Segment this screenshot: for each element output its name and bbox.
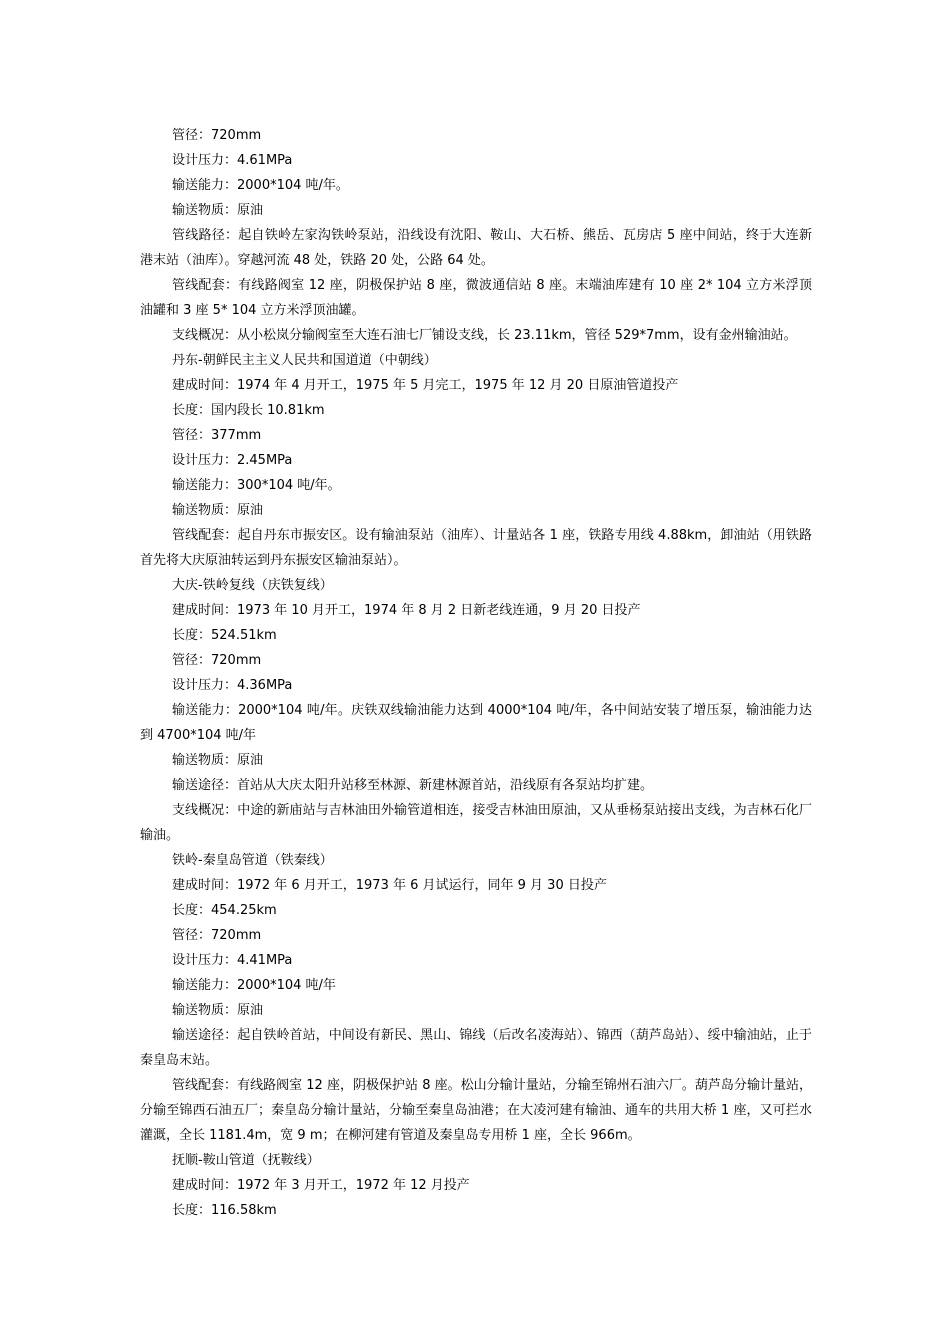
- section-heading: 铁岭-秦皇岛管道（铁秦线）: [172, 853, 333, 868]
- paragraph: 长度：116.58km: [172, 1203, 277, 1218]
- paragraph: 设计压力：4.61MPa: [172, 153, 293, 168]
- paragraph: 建成时间：1972 年 6 月开工，1973 年 6 月试运行，同年 9 月 30 日投产: [172, 878, 607, 893]
- paragraph: 输送能力：2000*104 吨/年: [172, 978, 336, 993]
- paragraph: 管径：720mm: [172, 653, 262, 668]
- section-heading: 丹东-朝鲜民主主义人民共和国道道（中朝线）: [172, 353, 437, 368]
- paragraph: 支线概况：从小松岚分输阀室至大连石油七厂铺设支线，长 23.11km，管径 529*7mm，设有金州输油站。: [172, 328, 797, 343]
- paragraph: 管线配套：有线路阀室 12 座，阴极保护站 8 座，微波通信站 8 座。末端油库建有 10 座 2* 104 立方米浮顶油罐和 3 座 5* 104 立方米浮顶油罐。: [140, 278, 812, 318]
- paragraph: 管线配套：有线路阀室 12 座，阴极保护站 8 座。松山分输计量站，分输至锦州石油六厂。葫芦岛分输计量站，分输至锦西石油五厂；秦皇岛分输计量站，分输至秦皇岛油港；在大凌河建有输油、通车的共用大桥 1 座，又可拦水灌溉，全长 1181.4m，宽 9 m；在柳河建有管道及秦皇岛专用桥 1 座，全长 966m。: [140, 1078, 812, 1143]
- paragraph: 支线概况：中途的新庙站与吉林油田外输管道相连，接受吉林油田原油，又从垂杨泵站接出支线，为吉林石化厂输油。: [140, 803, 812, 843]
- paragraph: 建成时间：1974 年 4 月开工，1975 年 5 月完工，1975 年 12 月 20 日原油管道投产: [172, 378, 679, 393]
- paragraph: 输送物质：原油: [172, 503, 264, 518]
- paragraph: 建成时间：1972 年 3 月开工，1972 年 12 月投产: [172, 1178, 470, 1193]
- paragraph: 管线配套：起自丹东市振安区。设有输油泵站（油库）、计量站各 1 座，铁路专用线 4.88km，卸油站（用铁路首先将大庆原油转运到丹东振安区输油泵站）。: [140, 528, 812, 568]
- paragraph: 建成时间：1973 年 10 月开工，1974 年 8 月 2 日新老线连通，9 月 20 日投产: [172, 603, 641, 618]
- paragraph: 输送能力：2000*104 吨/年。庆铁双线输油能力达到 4000*104 吨/年，各中间站安装了增压泵，输油能力达到 4700*104 吨/年: [140, 703, 812, 743]
- paragraph: 输送途径：起自铁岭首站，中间设有新民、黑山、锦线（后改名凌海站）、锦西（葫芦岛站）、绥中输油站，止于秦皇岛末站。: [140, 1028, 812, 1068]
- paragraph: 输送物质：原油: [172, 1003, 264, 1018]
- paragraph: 管径：720mm: [172, 928, 262, 943]
- paragraph: 管线路径：起自铁岭左家沟铁岭泵站，沿线设有沈阳、鞍山、大石桥、熊岳、瓦房店 5 座中间站，终于大连新港末站（油库）。穿越河流 48 处，铁路 20 处，公路 64 处。: [140, 228, 812, 268]
- paragraph: 长度：454.25km: [172, 903, 277, 918]
- section-heading: 抚顺-鞍山管道（抚鞍线）: [172, 1153, 320, 1168]
- paragraph: 长度：524.51km: [172, 628, 277, 643]
- paragraph: 设计压力：2.45MPa: [172, 453, 293, 468]
- section-heading: 大庆-铁岭复线（庆铁复线）: [172, 578, 333, 593]
- paragraph: 管径：720mm: [172, 128, 262, 143]
- paragraph: 输送途径：首站从大庆太阳升站移至林源、新建林源首站，沿线原有各泵站均扩建。: [172, 778, 654, 793]
- paragraph: 长度：国内段长 10.81km: [172, 403, 325, 418]
- paragraph: 输送能力：2000*104 吨/年。: [172, 178, 349, 193]
- paragraph: 管径：377mm: [172, 428, 262, 443]
- paragraph: 输送物质：原油: [172, 203, 264, 218]
- document-body: [140, 123, 812, 1223]
- paragraph: 设计压力：4.41MPa: [172, 953, 293, 968]
- paragraph: 输送物质：原油: [172, 753, 264, 768]
- paragraph: 设计压力：4.36MPa: [172, 678, 293, 693]
- paragraph: 输送能力：300*104 吨/年。: [172, 478, 341, 493]
